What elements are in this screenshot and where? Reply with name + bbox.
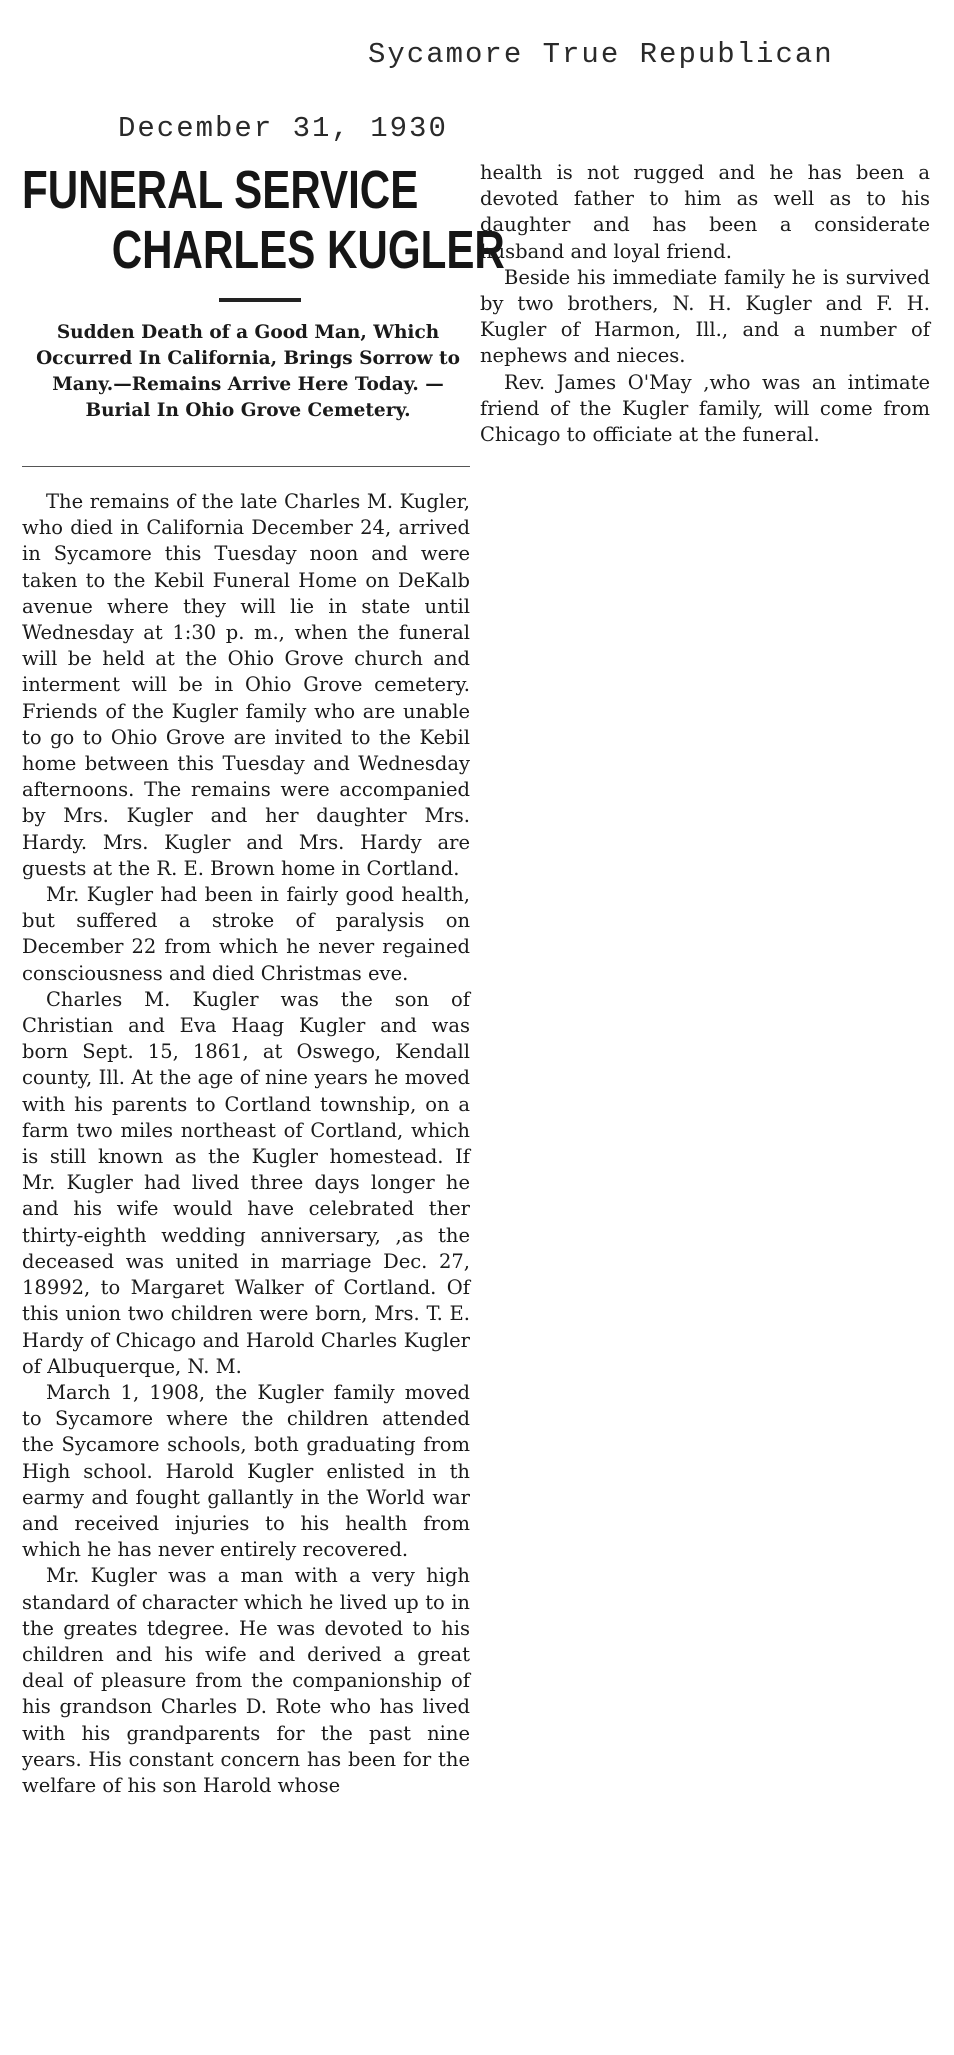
paragraph-2: Mr. Kugler had been in fairly good health, but suffered a stroke of paralysis on December 22 from which he never regained consciousness and died Christmas eve.: [22, 883, 470, 985]
paragraph-survivors: Beside his immediate family he is survived by two brothers, N. H. Kugler and F. H. Kugler of Harmon, Ill., and a number of nephews and nieces.: [480, 265, 930, 368]
article-right-column: [480, 160, 930, 448]
article-left-column: [22, 160, 505, 1799]
paragraph-5: Mr. Kugler was a man with a very high standard of character which he lived up to in the greates tdegree. He was devoted to his children and his wife and derived a great deal of pleasure from the companionship of his grandson Charles D. Rote who has lived with his grandparents for the past nine years. His constant concern has been for the welfare of his son Harold whose: [22, 1564, 470, 1797]
headline-rule: [219, 298, 301, 302]
paragraph-4: March 1, 1908, the Kugler family moved to Sycamore where the children attended the Sycamore schools, both graduating from High school. Harold Kugler enlisted in th earmy and fought gallantly in the World war and received injuries to his health from which he has never entirely recovered.: [22, 1380, 470, 1562]
subheadline: Sudden Death of a Good Man, Which Occurred In California, Brings Sorrow to Many.—Remains Arrive Here Today. — Burial In Ohio Grove Cemetery.: [36, 322, 460, 421]
article-body-right: [480, 160, 930, 448]
headline-line-2: CHARLES KUGLER: [111, 220, 505, 280]
article-body-left: [22, 489, 470, 1799]
paragraph-1: The remains of the late Charles M. Kugler, who died in California December 24, arrived in Sycamore this Tuesday noon and were taken to the Kebil Funeral Home on DeKalb avenue where they will lie in state until Wednesday at 1:30 p. m., when the funeral will be held at the Ohio Grove church and interment will be in Ohio Grove cemetery. Friends of the Kugler family who are unable to go to Ohio Grove are invited to the Kebil home between this Tuesday and Wednesday afternoons. The remains were accompanied by Mrs. Kugler and her daughter Mrs. Hardy. Mrs. Kugler and Mrs. Hardy are guests at the R. E. Brown home in Cortland.: [22, 490, 470, 880]
headline-line-1: FUNERAL SERVICE: [22, 160, 419, 220]
paragraph-continued: health is not rugged and he has been a devoted father to him as well as to his daughter and has been a considerate husband and loyal friend.: [480, 161, 930, 263]
paragraph-3: Charles M. Kugler was the son of Christian and Eva Haag Kugler and was born Sept. 15, 1861, at Oswego, Kendall county, Ill. At the age of nine years he moved with his parents to Cortland township, on a farm two miles northeast of Cortland, which is still known as the Kugler homestead. If Mr. Kugler had lived three days longer he and his wife would have celebrated ther thirty-eighth wedding anniversary, ,as the deceased was united in marriage Dec. 27, 18992, to Margaret Walker of Cortland. Of this union two children were born, Mrs. T. E. Hardy of Chicago and Harold Charles Kugler of Albuquerque, N. M.: [22, 987, 470, 1378]
clipping-date: December 31, 1930: [118, 112, 448, 145]
newspaper-source: Sycamore True Republican: [368, 38, 834, 71]
section-divider: [22, 466, 470, 467]
paragraph-officiant: Rev. James O'May ,who was an intimate friend of the Kugler family, will come from Chicago to officiate at the funeral.: [480, 370, 930, 447]
